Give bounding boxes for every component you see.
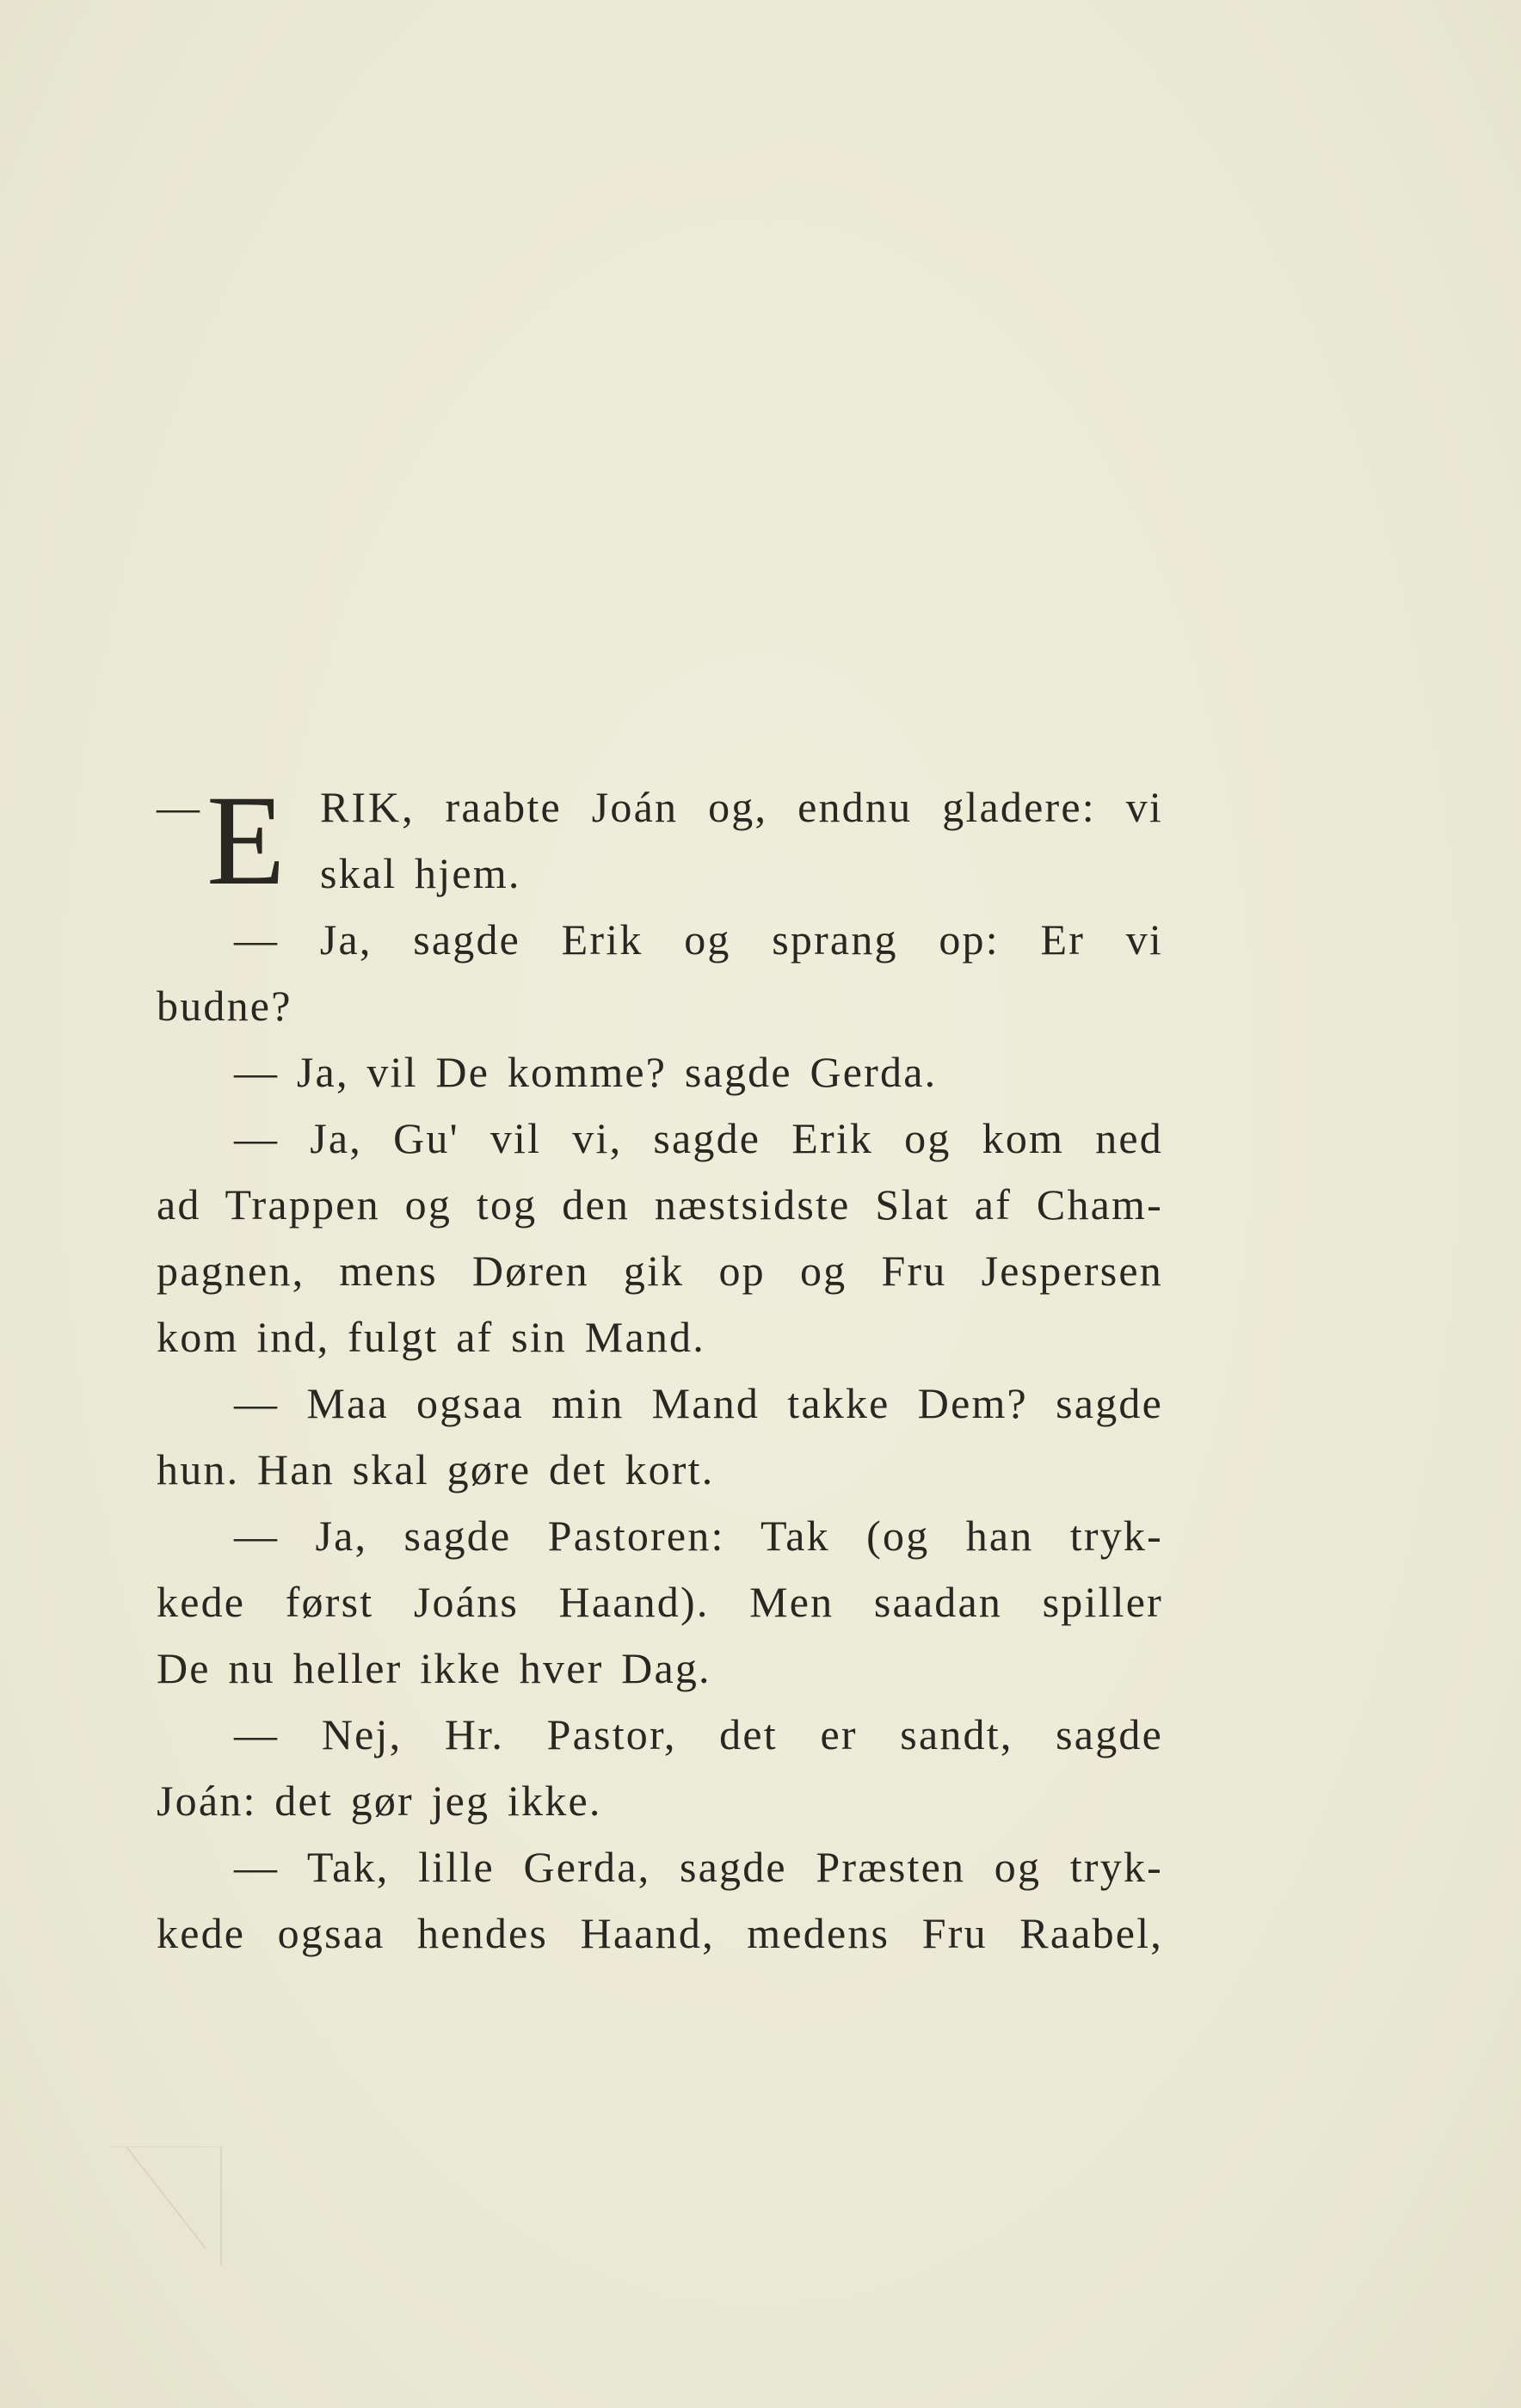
text-line: [320, 774, 1163, 841]
text-line: — Ja, sagde Pastoren: Tak (og han tryk-: [234, 1512, 1163, 1560]
plate-impression-mark: [110, 2146, 222, 2265]
text-line: — Nej, Hr. Pastor, det er sandt, sagde: [234, 1710, 1163, 1758]
text-line: — Ja, vil De komme? sagde Gerda.: [234, 1048, 938, 1096]
paragraph-4: [157, 1105, 1163, 1370]
paragraph-6: [157, 1503, 1163, 1702]
text-line: skal hjem.: [320, 849, 521, 897]
em-dash: —: [157, 783, 202, 831]
text-line: De nu heller ikke hver Dag.: [157, 1644, 711, 1692]
text-line: — Tak, lille Gerda, sagde Præsten og tryk-: [234, 1843, 1163, 1891]
drop-cap-initial: E: [206, 769, 286, 912]
small-caps-word: RIK,: [320, 783, 416, 831]
text-line: — Ja, Gu' vil vi, sagde Erik og kom ned: [234, 1114, 1163, 1162]
text-run: raabte Joán og, endnu gladere: vi: [445, 783, 1163, 831]
paragraph-5: [157, 1370, 1163, 1503]
text-line: — Ja, sagde Erik og sprang op: Er vi: [234, 915, 1163, 964]
paragraph-3: [157, 1039, 1163, 1105]
paragraph-1: [157, 769, 1163, 912]
text-line: kom ind, fulgt af sin Mand.: [157, 1313, 705, 1361]
text-line: kede først Joáns Haand). Men saadan spiller: [157, 1578, 1163, 1626]
text-line: budne?: [157, 982, 292, 1030]
body-text: [157, 769, 1163, 1967]
text-line: pagnen, mens Døren gik op og Fru Jespersen: [157, 1247, 1163, 1295]
paragraph-7: [157, 1702, 1163, 1834]
text-line: ad Trappen og tog den næstsidste Slat af Cham-: [157, 1180, 1163, 1229]
text-line: kede ogsaa hendes Haand, medens Fru Raabel,: [157, 1909, 1163, 1957]
text-line: hun. Han skal gøre det kort.: [157, 1445, 715, 1493]
text-line: — Maa ogsaa min Mand takke Dem? sagde: [234, 1379, 1163, 1427]
paragraph-8: [157, 1834, 1163, 1967]
text-line: Joán: det gør jeg ikke.: [157, 1777, 602, 1825]
paragraph-2: [157, 907, 1163, 1039]
